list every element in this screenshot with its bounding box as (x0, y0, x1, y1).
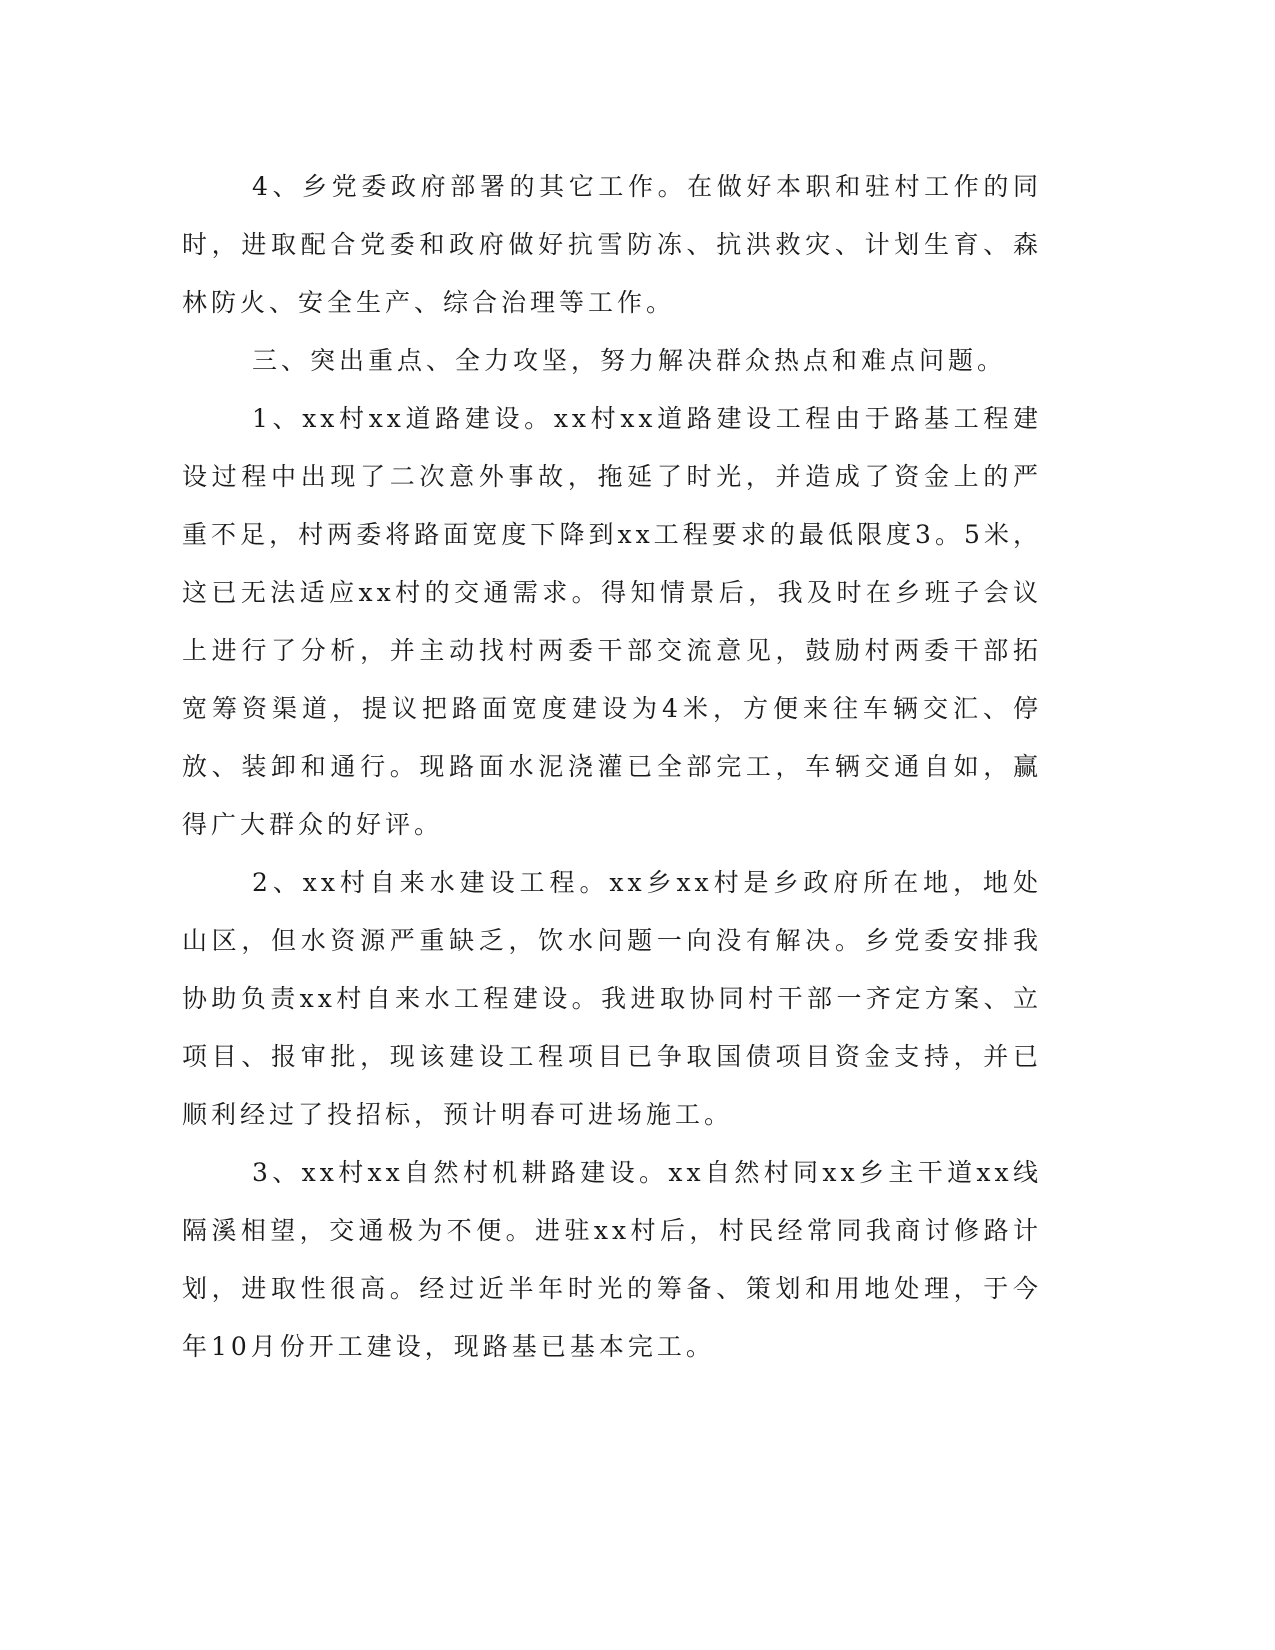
section-heading-three: 三、突出重点、全力攻坚，努力解决群众热点和难点问题。 (252, 346, 1007, 375)
document-body (182, 158, 1042, 1376)
paragraph-water-project: 2、xx村自来水建设工程。xx乡xx村是乡政府所在地，地处山区，但水资源严重缺乏，饮水问题一向没有解决。乡党委安排我协助负责xx村自来水工程建设。我进取协同村干部一齐定方案、立项目、报审批，现该建设工程项目已争取国债项目资金支持，并已顺利经过了投招标，预计明春可进场施工。 (182, 868, 1042, 1129)
paragraph-farm-road: 3、xx村xx自然村机耕路建设。xx自然村同xx乡主干道xx线隔溪相望，交通极为不便。进驻xx村后，村民经常同我商讨修路计划，进取性很高。经过近半年时光的筹备、策划和用地处理，于今年10月份开工建设，现路基已基本完工。 (182, 1158, 1042, 1361)
paragraph-road-construction: 1、xx村xx道路建设。xx村xx道路建设工程由于路基工程建设过程中出现了二次意外事故，拖延了时光，并造成了资金上的严重不足，村两委将路面宽度下降到xx工程要求的最低限度3。5米，这已无法适应xx村的交通需求。得知情景后，我及时在乡班子会议上进行了分析，并主动找村两委干部交流意见，鼓励村两委干部拓宽筹资渠道，提议把路面宽度建设为4米，方便来往车辆交汇、停放、装卸和通行。现路面水泥浇灌已全部完工，车辆交通自如，赢得广大群众的好评。 (182, 404, 1042, 839)
paragraph-other-work: 4、乡党委政府部署的其它工作。在做好本职和驻村工作的同时，进取配合党委和政府做好抗雪防冻、抗洪救灾、计划生育、森林防火、安全生产、综合治理等工作。 (182, 172, 1042, 317)
